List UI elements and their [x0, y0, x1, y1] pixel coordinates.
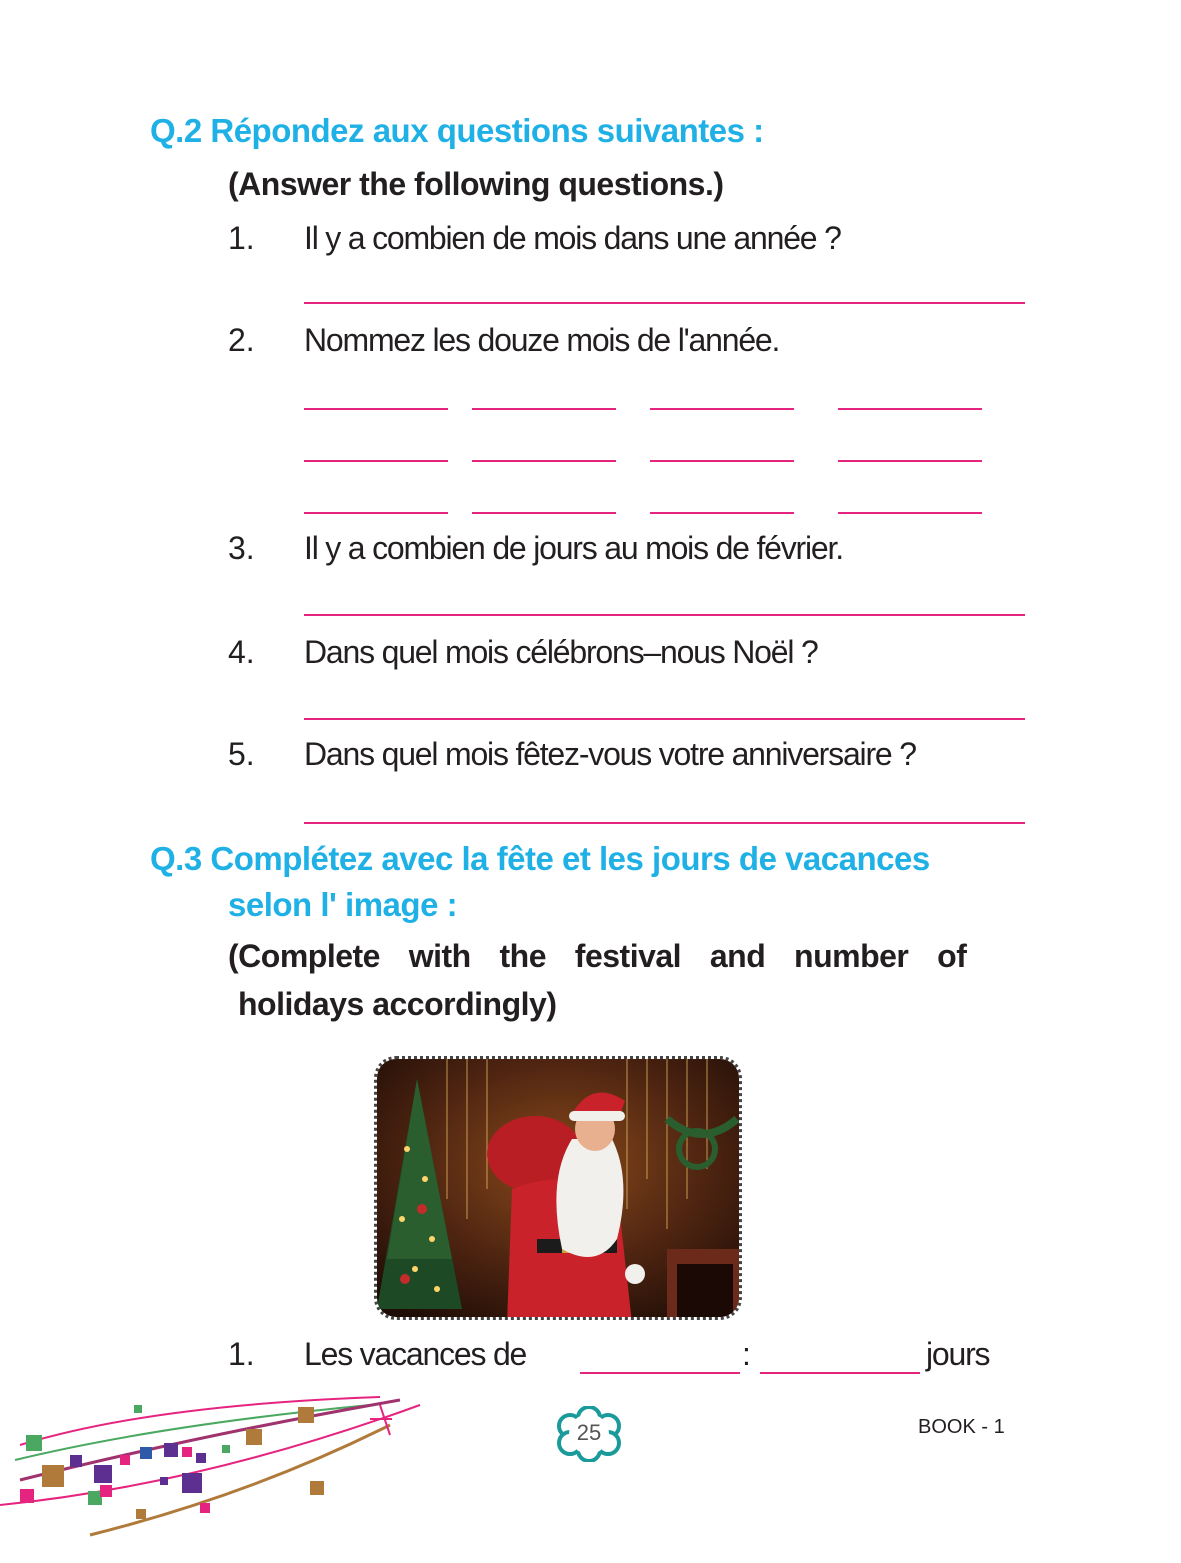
month-line-4[interactable]	[838, 408, 982, 410]
month-line-11[interactable]	[650, 512, 794, 514]
month-line-1[interactable]	[304, 408, 448, 410]
festival-answer-line[interactable]	[580, 1372, 740, 1374]
santa-claus-photo	[374, 1056, 742, 1320]
q2-4-number: 4.	[228, 634, 255, 670]
q2-1-number: 1.	[228, 220, 255, 256]
q3-1-number: 1.	[228, 1336, 255, 1372]
q3-subheading-line2: holidays accordingly)	[238, 986, 557, 1022]
month-line-3[interactable]	[650, 408, 794, 410]
q2-4-text: Dans quel mois célébrons–nous Noël ?	[304, 634, 818, 670]
month-line-2[interactable]	[472, 408, 616, 410]
month-line-8[interactable]	[838, 460, 982, 462]
days-answer-line[interactable]	[760, 1372, 920, 1374]
book-label: BOOK - 1	[918, 1416, 1005, 1438]
month-line-9[interactable]	[304, 512, 448, 514]
santa-claus-christmas-icon	[377, 1059, 742, 1320]
answer-line-q2-4[interactable]	[304, 718, 1025, 720]
answer-line-q2-3[interactable]	[304, 614, 1025, 616]
q2-2-number: 2.	[228, 322, 255, 358]
q2-heading: Q.2 Répondez aux questions suivantes :	[150, 112, 764, 149]
q2-3-text: Il y a combien de jours au mois de février.	[304, 530, 843, 566]
q3-heading: Q.3 Complétez avec la fête et les jours de vacances	[150, 840, 930, 877]
q3-1-suffix: jours	[926, 1336, 990, 1372]
q2-3-number: 3.	[228, 530, 255, 566]
month-line-6[interactable]	[472, 460, 616, 462]
q2-2-text: Nommez les douze mois de l'année.	[304, 322, 780, 358]
q3-subheading: (Complete with the festival and number of	[228, 938, 967, 974]
page-number: 25	[576, 1420, 602, 1445]
month-line-12[interactable]	[838, 512, 982, 514]
answer-line-q2-1[interactable]	[304, 302, 1025, 304]
q2-1-text: Il y a combien de mois dans une année ?	[304, 220, 841, 256]
q2-subheading: (Answer the following questions.)	[228, 166, 724, 202]
month-line-10[interactable]	[472, 512, 616, 514]
answer-line-q2-5[interactable]	[304, 822, 1025, 824]
month-line-7[interactable]	[650, 460, 794, 462]
q2-5-text: Dans quel mois fêtez-vous votre anniversaire ?	[304, 736, 916, 772]
q3-1-separator: :	[742, 1336, 750, 1372]
footer-decoration-icon	[0, 1385, 440, 1563]
month-line-5[interactable]	[304, 460, 448, 462]
q3-heading-line2: selon l' image :	[228, 886, 458, 923]
q2-5-number: 5.	[228, 736, 255, 772]
q3-1-prefix: Les vacances de	[304, 1336, 527, 1372]
